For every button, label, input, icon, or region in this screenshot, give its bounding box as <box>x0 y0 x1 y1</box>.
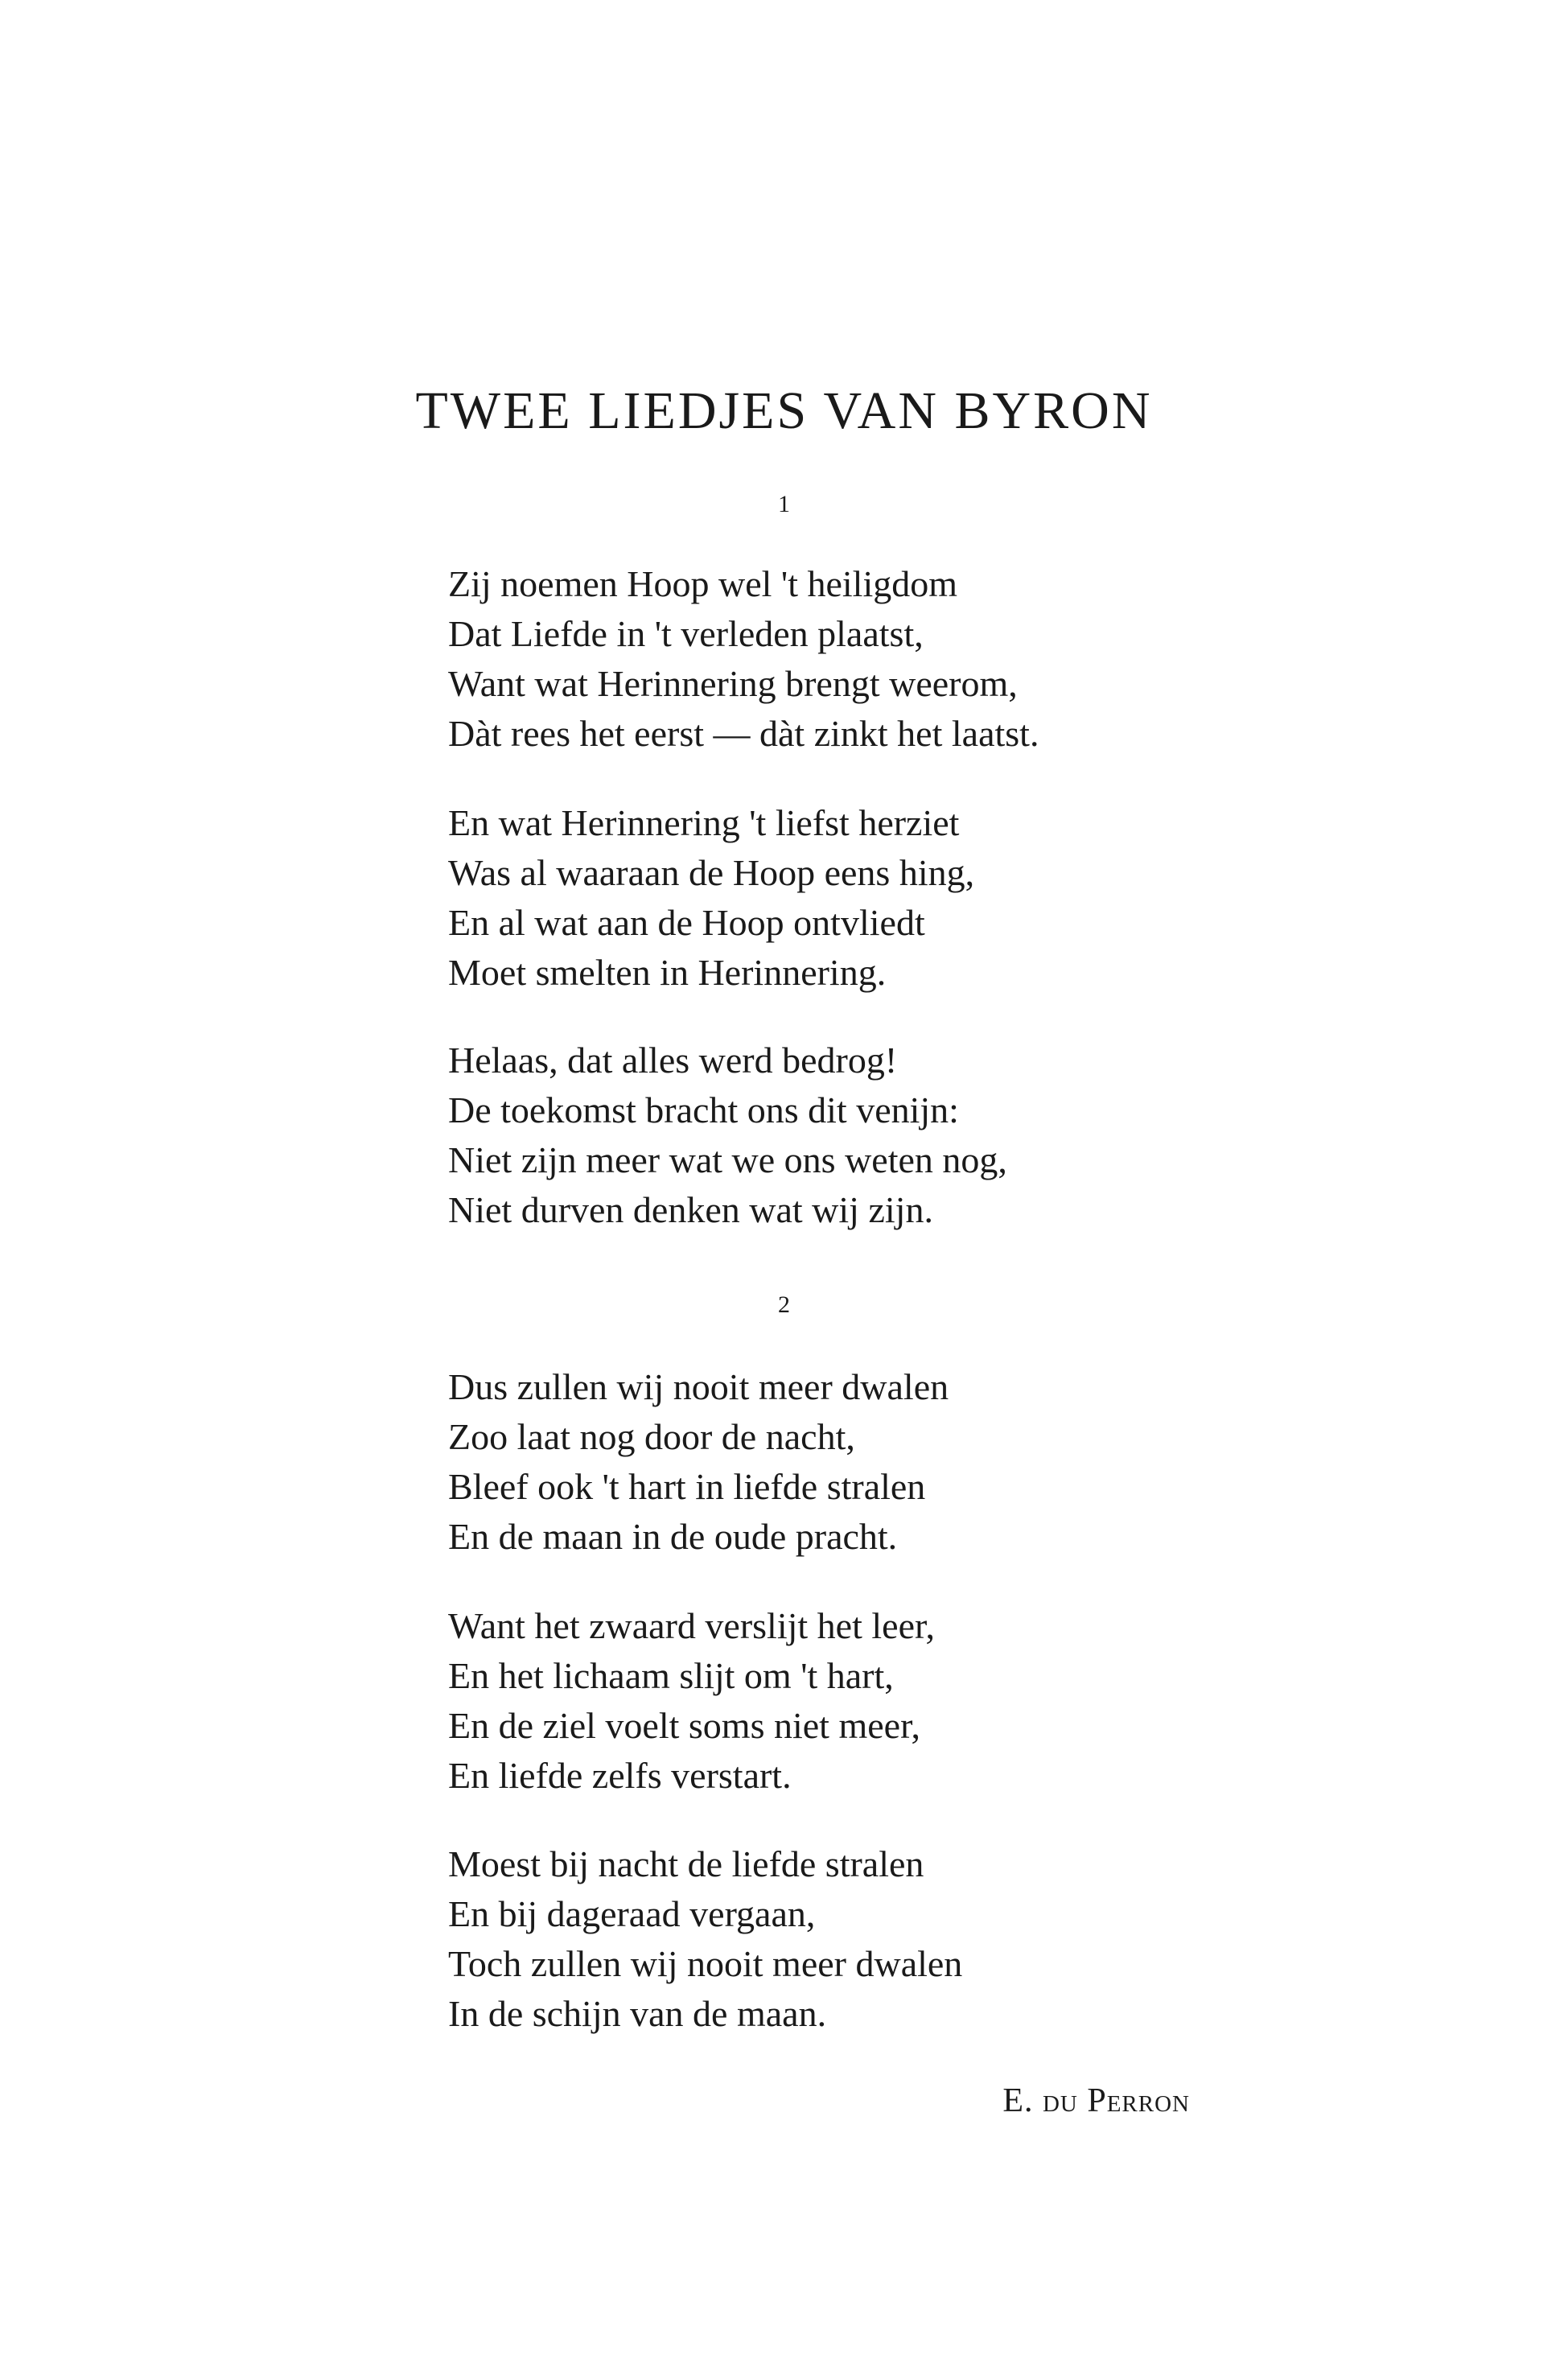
poem-line: Want het zwaard verslijt het leer, <box>448 1605 935 1646</box>
stanza-2-1 <box>448 1362 1333 1562</box>
poem-line: Bleef ook 't hart in liefde stralen <box>448 1466 926 1507</box>
poem-line: En wat Herinnering 't liefst herziet <box>448 802 960 843</box>
poem-line: Zoo laat nog door de nacht, <box>448 1416 855 1457</box>
poem-line: In de schijn van de maan. <box>448 1993 827 2034</box>
song-number-2: 2 <box>778 1291 790 1318</box>
stanza-1-3 <box>448 1036 1333 1235</box>
poem-line: En bij dageraad vergaan, <box>448 1893 816 1934</box>
author-signature: E. du Perron <box>1002 2082 1190 2119</box>
poem-line: Want wat Herinnering brengt weerom, <box>448 663 1018 704</box>
poem-line: Dat Liefde in 't verleden plaatst, <box>448 613 924 654</box>
poem-line: Was al waaraan de Hoop eens hing, <box>448 852 975 893</box>
poem-line: En de ziel voelt soms niet meer, <box>448 1705 921 1746</box>
page-title: TWEE LIEDJES VAN BYRON <box>415 381 1153 440</box>
poem-line: En al wat aan de Hoop ontvliedt <box>448 902 925 943</box>
poem-line: Dàt rees het eerst — dàt zinkt het laatst. <box>448 713 1039 754</box>
poem-line: Zij noemen Hoop wel 't heiligdom <box>448 563 958 604</box>
stanza-2-2 <box>448 1601 1333 1801</box>
poem-line: En liefde zelfs verstart. <box>448 1755 792 1796</box>
poem-line: De toekomst bracht ons dit venijn: <box>448 1089 959 1130</box>
poem-line: Moet smelten in Herinnering. <box>448 952 887 993</box>
stanza-2-3 <box>448 1839 1333 2039</box>
song-number-1: 1 <box>778 491 790 517</box>
poem-line: Niet durven denken wat wij zijn. <box>448 1189 933 1230</box>
poem-line: Dus zullen wij nooit meer dwalen <box>448 1366 949 1407</box>
poem-line: Toch zullen wij nooit meer dwalen <box>448 1943 963 1984</box>
poem-line: Moest bij nacht de liefde stralen <box>448 1843 924 1884</box>
stanza-1-1 <box>448 559 1333 759</box>
poem-line: Helaas, dat alles werd bedrog! <box>448 1040 898 1081</box>
poem-line: Niet zijn meer wat we ons weten nog, <box>448 1139 1007 1180</box>
stanza-1-2 <box>448 798 1333 998</box>
poem-line: En de maan in de oude pracht. <box>448 1516 898 1557</box>
poem-line: En het lichaam slijt om 't hart, <box>448 1655 894 1696</box>
